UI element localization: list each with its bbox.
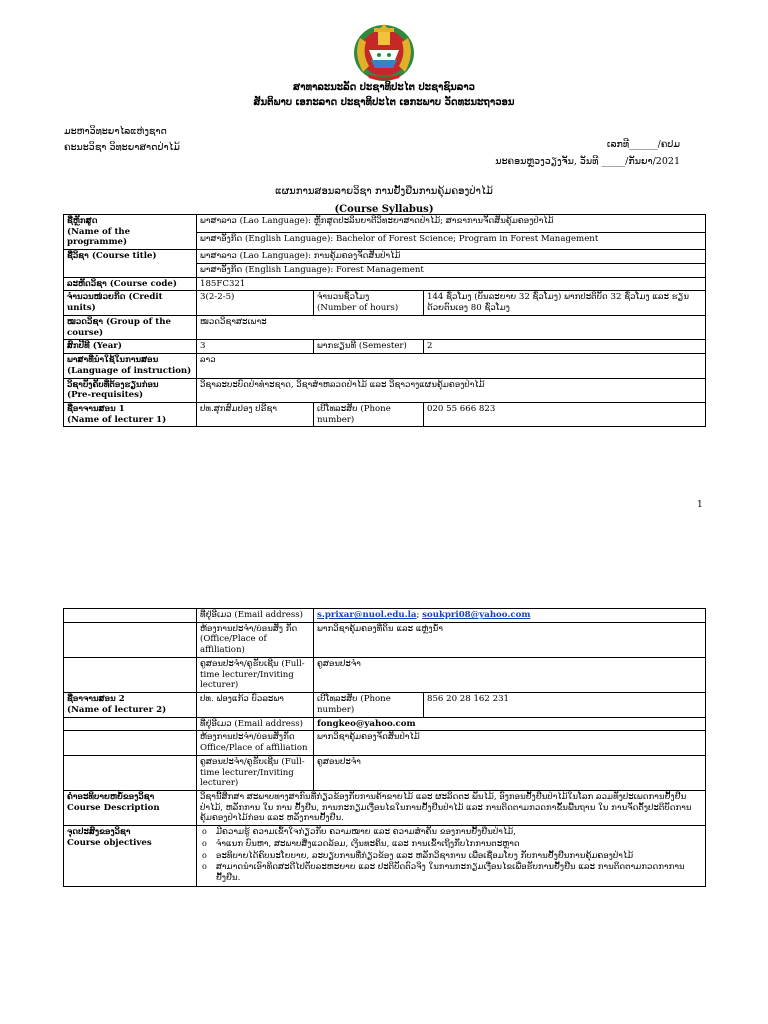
- course-objectives-label: [64, 826, 197, 887]
- list-item: o ຈຳແນກ ບົນຫາ, ສະພາບສິ່ງແວດລ້ອມ, ເງິນທະຄິນ, ແລະ ການເຂົ້າເຖິງກັບໄກການຕະຫຼາດ: [214, 839, 702, 850]
- course-description: ວິຊານີ້ສຶກສາ ສະພາບທາງສາກົນທີ່ກ່ຽວຂ້ອງກັບການຄ້າຂາຍໄມ້ ແລະ ຜະລິດຕະ ພັນໄມ້, ອົງກອນຢັ້ງຢືນປ່າໄມ້ໃນໂລກ ລວມທັງປະເພດການຢັ້ງຢືນປ່າໄມ້, ຫລັກການ ໃນ ການ ຢັ້ງຢືນ, ການກະກຽມເງື່ອນໄຂໃນການຢັ້ງຢືນປ່າໄມ້ ແລະ ການຕິດຕາມກວດກາຂັ້ນພື້ນຖານ ໃນ ການຈັດຕັ້ງປະຕິບັດການຄຸ້ມຄອງປ່າໄມ້ກ່ອນ ແລະ ຫລັງການຢັ້ງຢືນ.: [197, 791, 706, 826]
- credit-value: 3(2-2-5): [197, 291, 314, 315]
- lecturer2-office-label: ຫ້ອງການປະຈຳ/ບ່ອນສັງກັດ Office/Place of affiliation: [197, 731, 314, 755]
- list-item: o ອະທິບາຍໄດ້ຄົບນະໂຍບາຍ, ລະບຽບການທີ່ກ່ຽວຂ້ອງ ແລະ ຫລັກວິຊາການ ເພື່ອເຊື່ອມໂຍງ ກັບການຢັ້ງຢືນການຄຸ້ມຄອງປ່າໄມ້: [214, 851, 702, 862]
- document-number: ເລກທີ______/ຄປມ: [606, 139, 680, 150]
- table-row: [64, 277, 706, 291]
- table-row: [64, 731, 706, 755]
- lecturer1-email: [314, 609, 706, 623]
- lecturer1-status: ຄູສອນປະຈຳ: [314, 657, 706, 692]
- language-label-lao: ພາສາທີ່ນຳໃຊ້ໃນການສອນ: [67, 355, 159, 366]
- language-value: ລາວ: [197, 354, 706, 378]
- table-row: [64, 826, 706, 887]
- course-objectives-label-en: Course objectives: [67, 837, 152, 848]
- lecturer1-email-link-2[interactable]: soukpri08@yahoo.com: [422, 610, 531, 620]
- syllabus-title-lao: ແຜນການສອນລາຍວິຊາ ການຢັ້ງຢືນການຄຸ້ມຄອງປ່າໄມ້: [275, 186, 493, 197]
- table-row: [64, 717, 706, 731]
- lecturer1-office-label: ຫ້ອງການປະຈຳ/ບ່ອນສັງ ກັດ (Office/Place of affiliation): [197, 622, 314, 657]
- course-group-label: ໝວດວິຊາ (Group of the course): [64, 315, 197, 339]
- lecturer1-email-link-1[interactable]: s.prixar@nuol.edu.la: [317, 610, 417, 620]
- table-row: [64, 791, 706, 826]
- table-row: [64, 403, 706, 427]
- lecturer1-phone: 020 55 666 823: [424, 403, 706, 427]
- course-title-lao: ພາສາລາວ (Lao Language): ການຄຸ້ມຄອງຈັດສັນປ່າໄມ້: [197, 250, 706, 264]
- email-separator: ;: [416, 610, 420, 620]
- course-title-label-lao: ຊື່ວິຊາ: [67, 251, 89, 262]
- list-item: o ມີຄວາມຮູ້ ຄວາມເຂົ້າໃຈກ່ຽວກັບ ຄວາມໝາຍ ແລະ ຄວາມສຳຄັນ ຂອງການຢັ້ງຢືນປ່າໄມ້,: [214, 827, 702, 838]
- programme-label: [64, 215, 197, 250]
- list-item: o ສາມາດນຳເອົາທິດສະດີໄປຕັບລະຫະຍາຍ ແລະ ປະຕິບັດຕົວຈິງ ໃນການກະກຽມເງື່ອນໄຂເພື່ອຮັບການຢັ້ງຢືນ ແລະ ການຕິດຕາມກວດກາການຢັ້ງຢືນ.: [214, 862, 702, 883]
- lecturer-and-course-table: [63, 608, 706, 887]
- table-row: [64, 622, 706, 657]
- lecturer1-phone-label: ເບີໂທລະສັບ (Phone number): [314, 403, 424, 427]
- programme-lao: ພາສາລາວ (Lao Language): ຫຼັກສູດປະລິນຍາຕີວິທະຍາສາດປ່າໄມ້; ສາຂາການຈັດສັນຄຸ້ມຄອງປ່າໄມ້: [197, 215, 706, 233]
- university-name: ມະຫາວິທະຍາໄລແຫ່ງຊາດ: [64, 126, 167, 137]
- lecturer2-phone: 856 20 28 162 231: [424, 693, 706, 717]
- course-objectives: [197, 826, 706, 887]
- table-row: [64, 609, 706, 623]
- prerequisites-label-lao: ວິຊາບັງຄັບທີ່ຕ້ອງຮຽນກ່ອນ: [67, 379, 159, 390]
- course-description-label-en: Course Description: [67, 802, 160, 813]
- semester-label: ພາກຮຽນທີ (Semester): [314, 340, 424, 354]
- language-label-en: (Language of instruction): [67, 365, 192, 376]
- hours-label: [314, 291, 424, 315]
- table-row: [64, 693, 706, 717]
- empty-cell: [64, 717, 197, 731]
- language-label: [64, 354, 197, 378]
- lecturer2-email-label: ທີ່ຢູ່ອີເມວ (Email address): [197, 717, 314, 731]
- table-row: [64, 340, 706, 354]
- lecturer1-label: [64, 403, 197, 427]
- empty-cell: [64, 731, 197, 755]
- lecturer2-name: ປທ. ຟອງແກ້ວ ບົວລະພາ: [197, 693, 314, 717]
- lecturer1-label-en: (Name of lecturer 1): [67, 414, 167, 425]
- course-title-label-en: (Course title): [91, 251, 157, 262]
- national-emblem: [349, 20, 419, 84]
- semester-value: 2: [424, 340, 706, 354]
- empty-cell: [64, 622, 197, 657]
- syllabus-title-en: (Course Syllabus): [334, 204, 434, 215]
- empty-cell: [64, 657, 197, 692]
- table-row: [64, 291, 706, 315]
- course-group-value: ໝວດວິຊາສະເພາະ: [197, 315, 706, 339]
- course-title-label: [64, 250, 197, 277]
- lecturer1-email-label: ທີ່ຢູ່ອີເມວ (Email address): [197, 609, 314, 623]
- place-and-date: ນະຄອນຫຼວງວຽງຈັນ, ວັນທີ _____/ກັນຍາ/2021: [495, 156, 680, 167]
- page-number: 1: [697, 500, 703, 510]
- lecturer1-status-label: ຄູສອນປະຈຳ/ຄູຮັບເຊີນ (Full-time lecturer/Inviting lecturer): [197, 657, 314, 692]
- hours-value: 144 ຊົ່ວໂມງ (ບັນລະຍາຍ 32 ຊົ່ວໂມງ) ພາກປະຕິບັດ 32 ຊົ່ວໂມງ ແລະ ຮຽນດ້ວຍຕົນເອງ 80 ຊົ່ວໂມງ: [424, 291, 706, 315]
- prerequisites-label: [64, 378, 197, 402]
- course-info-table: [63, 214, 706, 427]
- hours-label-en: (Number of hours): [317, 303, 399, 314]
- objectives-list: [200, 827, 702, 884]
- programme-en: ພາສາອັງກິດ (English Language): Bachelor of Forest Science; Program in Forest Management: [197, 232, 706, 250]
- lecturer2-office: ພາກວິຊາຄຸ້ມຄອງຈັດສັນປ່າໄມ້: [314, 731, 706, 755]
- national-header-line-1: ສາທາລະນະລັດ ປະຊາທິປະໄຕ ປະຊາຊົນລາວ: [293, 82, 475, 93]
- year-value: 3: [197, 340, 314, 354]
- lecturer2-email[interactable]: fongkeo@yahoo.com: [314, 717, 706, 731]
- national-header-line-2: ສັນຕິພາບ ເອກະລາດ ປະຊາທິປະໄຕ ເອກະພາບ ວັດທະນະຖາວອນ: [253, 97, 515, 108]
- empty-cell: [64, 755, 197, 790]
- programme-label-en: (Name of the programme): [67, 226, 131, 248]
- page-break: [0, 520, 768, 608]
- lecturer1-name: ປທ.ສຸກສົມປອງ ປຣີຊາ: [197, 403, 314, 427]
- table-row: [64, 250, 706, 264]
- course-code-value: 185FC321: [197, 277, 706, 291]
- lecturer2-label-en: (Name of lecturer 2): [67, 704, 167, 715]
- lecturer2-status-label: ຄູສອນປະຈຳ/ຄູຮັບເຊີນ (Full-time lecturer/Inviting lecturer): [197, 755, 314, 790]
- table-row: [64, 354, 706, 378]
- prerequisites-label-en: (Pre-requisites): [67, 390, 144, 401]
- course-description-label: [64, 791, 197, 826]
- year-label: ສົກປີທີ (Year): [64, 340, 197, 354]
- course-code-label: ລະຫັດວິຊາ (Course code): [64, 277, 197, 291]
- lecturer1-office: ພາກວິຊາຄຸ້ມຄອງທີ່ດິນ ແລະ ແຫຼ່ງນ້ຳ: [314, 622, 706, 657]
- page-2: [0, 600, 768, 1024]
- lecturer2-label-lao: ຊື່ອາຈານສອນ 2: [67, 694, 125, 705]
- table-row: [64, 657, 706, 692]
- empty-cell: [64, 609, 197, 623]
- lecturer2-label: [64, 693, 197, 717]
- lecturer2-status: ຄູສອນປະຈຳ: [314, 755, 706, 790]
- prerequisites-value: ວິຊາລະບະບົດປ່າທຳະຊາດ, ວິຊາສຳຫລວດປ່າໄມ້ ແລະ ວິຊາວາງແຜນຄຸ້ມຄອງປ່າໄມ້: [197, 378, 706, 402]
- faculty-name: ຄະນະວິຊາ ວິທະຍາສາດປ່າໄມ້: [64, 142, 180, 153]
- table-row: [64, 755, 706, 790]
- table-row: [64, 378, 706, 402]
- course-objectives-label-lao: ຈຸດປະສົງຂອງວິຊາ: [67, 827, 131, 838]
- lecturer2-phone-label: ເບີໂທລະສັບ (Phone number): [314, 693, 424, 717]
- programme-label-lao: ຊື່ຫຼັກສູດ: [67, 216, 98, 226]
- course-title-en: ພາສາອັງກິດ (English Language): Forest Management: [197, 263, 706, 277]
- table-row: [64, 315, 706, 339]
- hours-label-lao: ຈຳນວນຊົ່ວໂມງ: [317, 292, 370, 303]
- lecturer1-label-lao: ຊື່ອາຈານສອນ 1: [67, 404, 125, 415]
- table-row: [64, 215, 706, 233]
- course-description-label-lao: ຄຳອະທິບາຍຫຍໍ້ຂອງວິຊາ: [67, 792, 155, 803]
- credit-label: ຈຳນວນໜ່ວຍກິດ (Credit units): [64, 291, 197, 315]
